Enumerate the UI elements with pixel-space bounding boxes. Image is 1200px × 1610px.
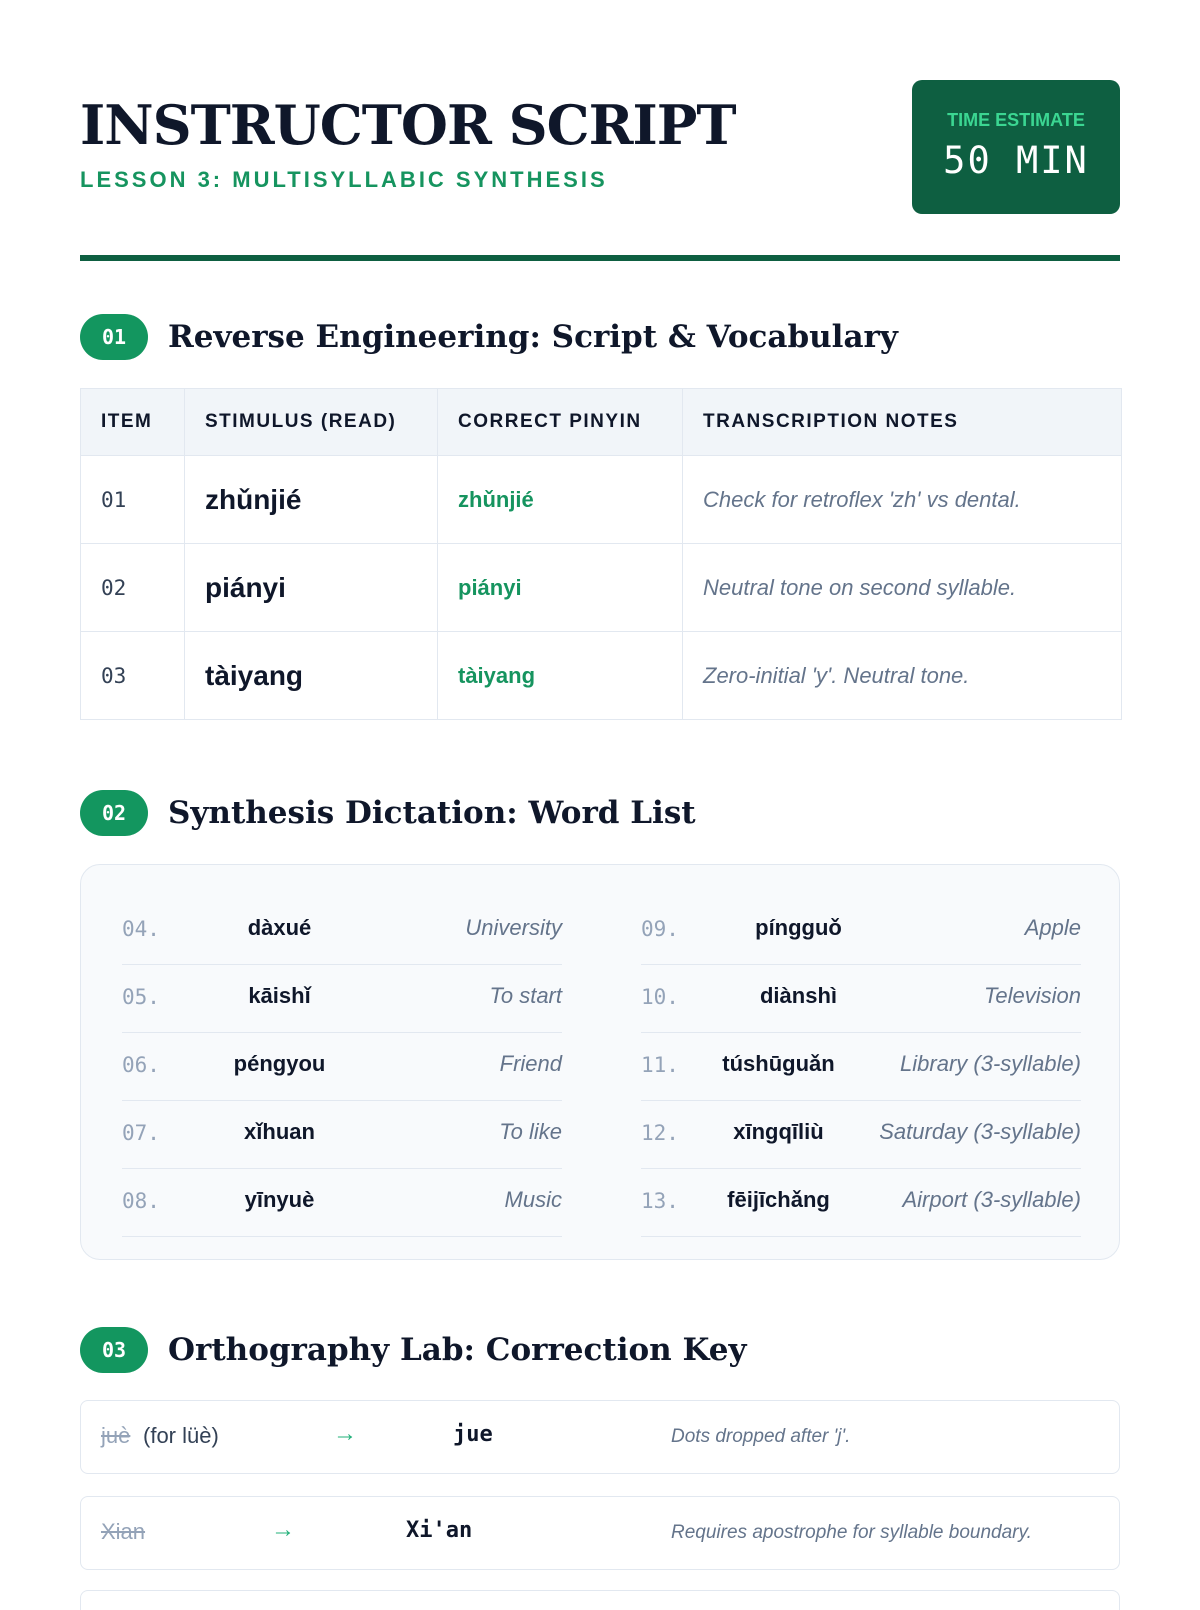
arrow-right-icon: →: [333, 1420, 357, 1447]
pinyin-word: fēijīchǎng: [727, 1187, 830, 1212]
page-title: INSTRUCTOR SCRIPT: [80, 93, 736, 157]
pinyin-word: túshūguǎn: [722, 1051, 835, 1076]
word-number: 06.: [122, 1053, 160, 1077]
table-row: [81, 456, 1122, 544]
arrow-right-icon: →: [271, 1516, 295, 1543]
section-title: Synthesis Dictation: Word List: [168, 795, 696, 831]
correction-note: Requires apostrophe for syllable boundary.: [671, 1522, 1032, 1543]
correct-spelling: Xi'an: [406, 1518, 473, 1543]
list-item: [122, 1101, 562, 1169]
word-number: 10.: [641, 985, 679, 1009]
lesson-subtitle: LESSON 3: MULTISYLLABIC SYNTHESIS: [80, 167, 608, 192]
time-estimate-badge: [912, 80, 1120, 214]
list-item: [122, 965, 562, 1033]
word-gloss: Television: [983, 983, 1081, 1008]
section-number-badge: 01: [80, 314, 148, 360]
word-number: 11.: [641, 1053, 679, 1077]
header-divider: [80, 255, 1120, 261]
transcription-note: Neutral tone on second syllable.: [683, 544, 1122, 632]
word-gloss: Music: [504, 1187, 562, 1212]
correction-context: (for lüè): [143, 1423, 219, 1448]
item-number: 01: [81, 456, 185, 544]
pinyin-word: kāishǐ: [248, 983, 311, 1008]
stimulus-word: zhǔnjié: [185, 456, 438, 544]
pinyin-word: xīngqīliù: [733, 1119, 824, 1144]
table-row: [81, 632, 1122, 720]
dictation-word-list: [80, 864, 1120, 1260]
pinyin-word: xǐhuan: [244, 1119, 315, 1144]
pinyin-word: yīnyuè: [244, 1187, 315, 1212]
section-number-badge: 02: [80, 790, 148, 836]
word-number: 09.: [641, 917, 679, 941]
column-header-pinyin: CORRECT PINYIN: [438, 389, 683, 456]
correct-pinyin: piányi: [438, 544, 683, 632]
transcription-note: Zero-initial 'y'. Neutral tone.: [683, 632, 1122, 720]
word-number: 12.: [641, 1121, 679, 1145]
correct-pinyin: zhǔnjié: [438, 456, 683, 544]
column-header-stimulus: STIMULUS (READ): [185, 389, 438, 456]
item-number: 02: [81, 544, 185, 632]
word-number: 07.: [122, 1121, 160, 1145]
stimulus-word: piányi: [185, 544, 438, 632]
correct-pinyin: tàiyang: [438, 632, 683, 720]
incorrect-spelling: juè: [101, 1423, 131, 1448]
list-item: [641, 1169, 1081, 1237]
transcription-note: Check for retroflex 'zh' vs dental.: [683, 456, 1122, 544]
word-number: 08.: [122, 1189, 160, 1213]
correction-row: [80, 1400, 1120, 1474]
list-item: [641, 897, 1081, 965]
word-gloss: To start: [489, 983, 562, 1008]
list-item: [641, 965, 1081, 1033]
pinyin-word: diànshì: [759, 983, 837, 1008]
section-number-badge: 03: [80, 1327, 148, 1373]
correct-spelling: jue: [453, 1422, 493, 1447]
item-number: 03: [81, 632, 185, 720]
word-list-left-column: [122, 897, 562, 1237]
word-number: 04.: [122, 917, 160, 941]
pinyin-word: péngyou: [233, 1051, 326, 1076]
incorrect-spelling: Xian: [101, 1519, 146, 1544]
list-item: [122, 897, 562, 965]
correction-row: [80, 1496, 1120, 1570]
time-estimate-value: 50 MIN: [943, 139, 1089, 182]
column-header-notes: TRANSCRIPTION NOTES: [683, 389, 1122, 456]
script-vocabulary-table: [80, 388, 1122, 720]
list-item: [641, 1033, 1081, 1101]
correction-row-partial: [80, 1590, 1120, 1610]
word-gloss: Saturday (3-syllable): [879, 1119, 1081, 1144]
word-number: 05.: [122, 985, 160, 1009]
word-gloss: Apple: [1024, 915, 1081, 940]
word-gloss: University: [465, 915, 562, 940]
pinyin-word: dàxué: [247, 915, 312, 940]
stimulus-word: tàiyang: [185, 632, 438, 720]
word-gloss: Library (3-syllable): [900, 1051, 1081, 1076]
section-title: Orthography Lab: Correction Key: [168, 1332, 747, 1368]
pinyin-word: píngguǒ: [755, 915, 842, 940]
word-gloss: Friend: [499, 1051, 562, 1076]
word-gloss: Airport (3-syllable): [902, 1187, 1081, 1212]
list-item: [122, 1169, 562, 1237]
word-number: 13.: [641, 1189, 679, 1213]
list-item: [122, 1033, 562, 1101]
word-list-right-column: [641, 897, 1081, 1237]
time-estimate-label: TIME ESTIMATE: [947, 110, 1085, 130]
column-header-item: ITEM: [81, 389, 185, 456]
table-header-row: [81, 389, 1122, 456]
page-header: [80, 80, 1120, 270]
word-gloss: To like: [499, 1119, 562, 1144]
section-title: Reverse Engineering: Script & Vocabulary: [168, 319, 898, 355]
correction-note: Dots dropped after 'j'.: [671, 1426, 851, 1447]
list-item: [641, 1101, 1081, 1169]
table-row: [81, 544, 1122, 632]
